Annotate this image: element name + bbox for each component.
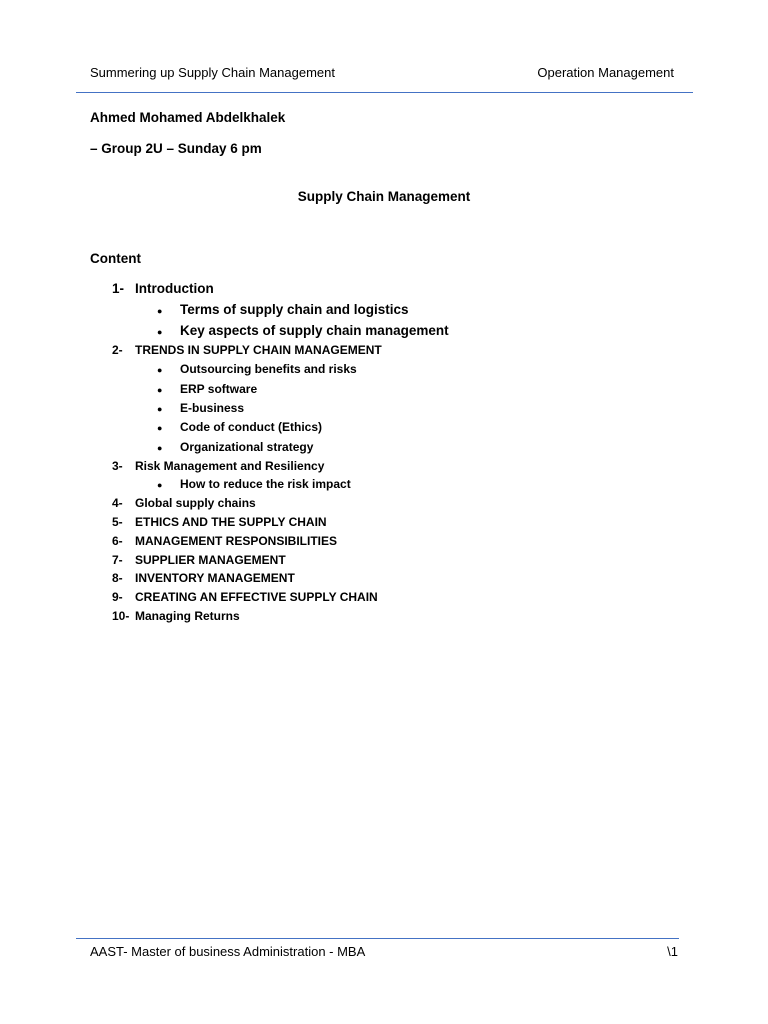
bullet-icon: ● (157, 306, 163, 316)
toc-item-label: Managing Returns (135, 609, 240, 623)
footer-program: AAST- Master of business Administration - MBA (90, 944, 366, 959)
toc-item-number: 5- (112, 515, 123, 529)
bullet-icon: ● (157, 365, 163, 375)
toc-item-number: 1- (112, 281, 125, 296)
toc-item-number: 6- (112, 534, 123, 548)
header-title: Summering up Supply Chain Management (90, 65, 335, 80)
toc-item-number: 9- (112, 590, 123, 604)
toc-item-label: INVENTORY MANAGEMENT (135, 571, 295, 585)
toc-item-label: Risk Management and Resiliency (135, 459, 325, 473)
toc-item-label: CREATING AN EFFECTIVE SUPPLY CHAIN (135, 590, 378, 604)
bullet-icon: ● (157, 480, 163, 490)
header-divider (76, 92, 693, 93)
bullet-icon: ● (157, 404, 163, 414)
content-heading: Content (90, 251, 141, 266)
header-subject: Operation Management (537, 65, 674, 80)
bullet-icon: ● (157, 385, 163, 395)
toc-subitem-label: Organizational strategy (180, 440, 314, 454)
toc-item-label: SUPPLIER MANAGEMENT (135, 553, 286, 567)
toc-item-number: 8- (112, 571, 123, 585)
toc-subitem-label: Outsourcing benefits and risks (180, 362, 357, 376)
toc-subitem-label: E-business (180, 401, 245, 415)
page-number: \1 (667, 944, 678, 959)
footer-divider (76, 938, 679, 939)
toc-item-number: 3- (112, 459, 123, 473)
toc-subitem-label: ERP software (180, 382, 258, 396)
author-name: Ahmed Mohamed Abdelkhalek (90, 110, 286, 125)
toc-subitem-label: Key aspects of supply chain management (180, 323, 449, 338)
toc-item-number: 2- (112, 343, 123, 357)
toc-item-label: Global supply chains (135, 496, 256, 510)
toc-item-label: TRENDS IN SUPPLY CHAIN MANAGEMENT (135, 343, 382, 357)
toc-subitem-label: Terms of supply chain and logistics (180, 302, 409, 317)
toc-subitem-label: Code of conduct (Ethics) (180, 420, 322, 434)
bullet-icon: ● (157, 443, 163, 453)
toc-item-label: ETHICS AND THE SUPPLY CHAIN (135, 515, 327, 529)
bullet-icon: ● (157, 327, 163, 337)
document-title: Supply Chain Management (297, 189, 471, 204)
toc-subitem-label: How to reduce the risk impact (180, 477, 351, 491)
bullet-icon: ● (157, 423, 163, 433)
toc-item-label: Introduction (135, 281, 214, 296)
toc-item-number: 10- (112, 609, 130, 623)
group-info: – Group 2U – Sunday 6 pm (90, 141, 262, 156)
toc-item-number: 7- (112, 553, 123, 567)
toc-item-label: MANAGEMENT RESPONSIBILITIES (135, 534, 338, 548)
toc-item-number: 4- (112, 496, 123, 510)
